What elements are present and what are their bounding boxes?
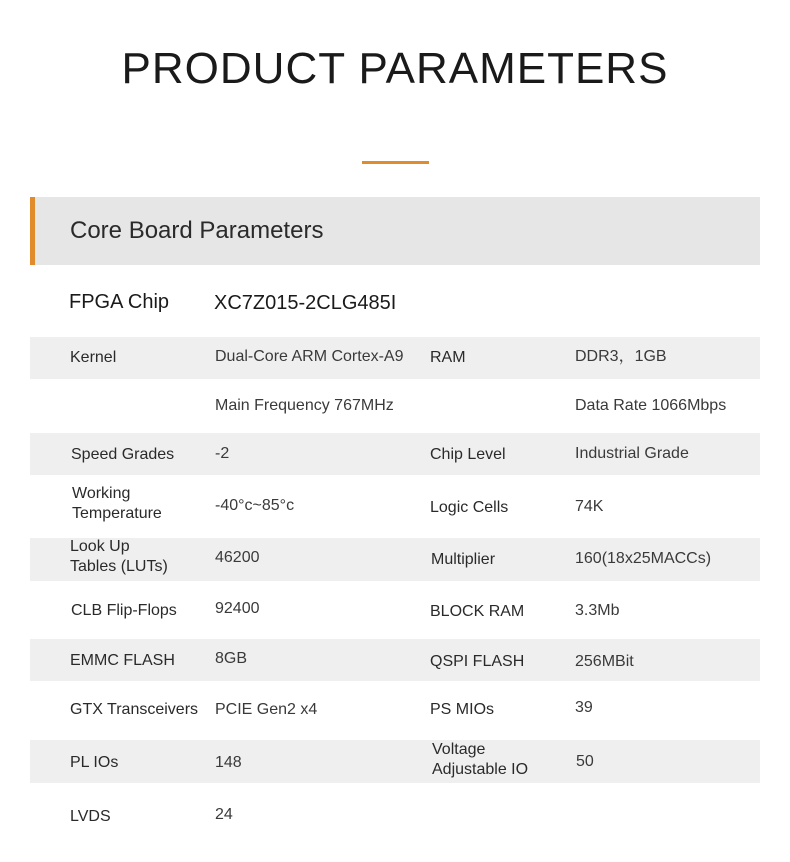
pl-ios-label: PL IOs (70, 754, 119, 771)
chip-level-value: Industrial Grade (575, 445, 689, 462)
multiplier-label: Multiplier (431, 551, 496, 568)
lvds-value: 24 (215, 806, 233, 823)
ps-mios-label: PS MIOs (430, 701, 495, 718)
voltage-adjustable-io-label-line2: Adjustable IO (432, 761, 529, 778)
ram-data-rate-value: Data Rate 1066Mbps (575, 397, 727, 414)
fpga-chip-label: FPGA Chip (69, 291, 170, 313)
lvds-label: LVDS (70, 808, 111, 825)
section-header (30, 197, 760, 265)
qspi-flash-value: 256MBit (575, 653, 634, 670)
emmc-flash-value: 8GB (215, 650, 248, 667)
section-title: Core Board Parameters (70, 217, 324, 244)
qspi-flash-label: QSPI FLASH (430, 653, 525, 670)
multiplier-value: 160(18x25MACCs) (575, 550, 712, 567)
gtx-transceivers-value: PCIE Gen2 x4 (215, 701, 318, 718)
luts-label-line1: Look Up (70, 538, 130, 555)
kernel-label: Kernel (70, 349, 117, 366)
block-ram-label: BLOCK RAM (430, 603, 525, 620)
clb-flip-flops-value: 92400 (215, 600, 260, 617)
luts-label-line2: Tables (LUTs) (70, 558, 168, 575)
chip-level-label: Chip Level (430, 446, 506, 463)
speed-grades-label: Speed Grades (71, 446, 175, 463)
voltage-adjustable-io-label-line1: Voltage (432, 741, 486, 758)
gtx-transceivers-label: GTX Transceivers (70, 701, 199, 718)
logic-cells-label: Logic Cells (430, 499, 509, 516)
working-temperature-label-line2: Temperature (72, 505, 162, 522)
voltage-adjustable-io-label (432, 740, 528, 780)
working-temperature-label-line1: Working (72, 485, 131, 502)
section-accent-bar (30, 197, 35, 265)
working-temperature-value: -40°c~85°c (215, 497, 295, 514)
ps-mios-value: 39 (575, 699, 593, 716)
working-temperature-label (72, 484, 162, 524)
row-bg-plio (30, 740, 760, 783)
ram-label: RAM (430, 349, 466, 366)
ram-value: DDR3，1GB (575, 348, 667, 365)
pl-ios-value: 148 (215, 754, 242, 771)
logic-cells-value: 74K (575, 498, 604, 515)
speed-grades-value: -2 (215, 445, 230, 462)
fpga-chip-value: XC7Z015-2CLG485I (214, 292, 397, 314)
kernel-value: Dual-Core ARM Cortex-A9 (215, 348, 404, 365)
luts-value: 46200 (215, 549, 260, 566)
clb-flip-flops-label: CLB Flip-Flops (71, 602, 177, 619)
page-title: PRODUCT PARAMETERS (121, 44, 669, 93)
voltage-adjustable-io-value: 50 (576, 753, 594, 770)
title-accent-line (362, 161, 429, 164)
block-ram-value: 3.3Mb (575, 602, 620, 619)
kernel-frequency-value: Main Frequency 767MHz (215, 397, 394, 414)
emmc-flash-label: EMMC FLASH (70, 652, 175, 669)
luts-label (70, 537, 168, 577)
